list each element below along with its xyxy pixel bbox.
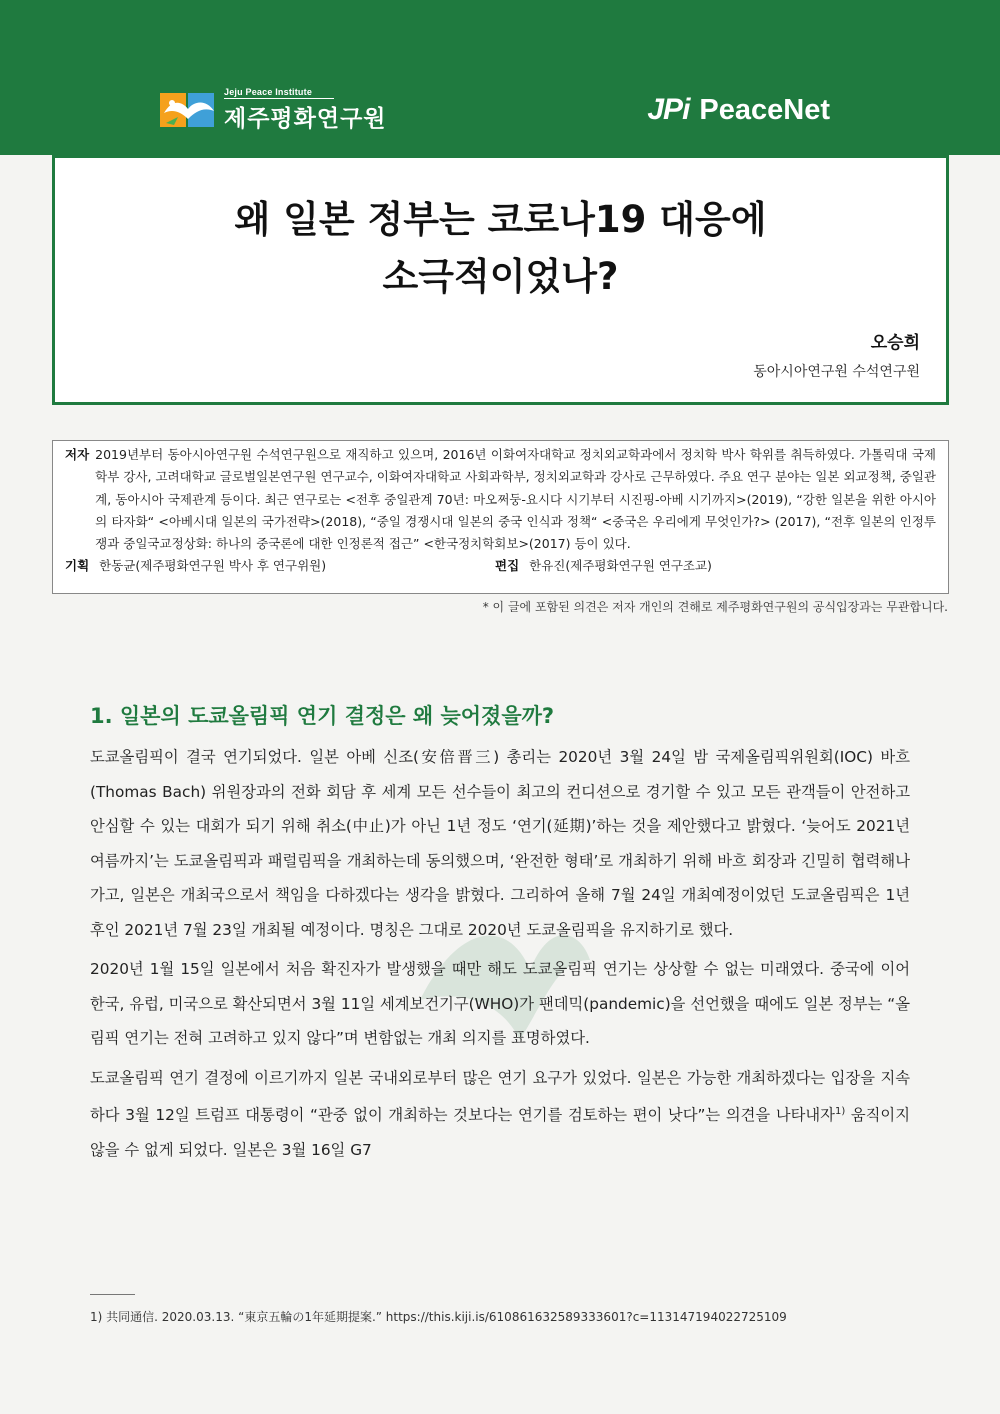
author-bio: 2019년부터 동아시아연구원 수석연구원으로 재직하고 있으며, 2016년 이화여자대학교 정치외교학과에서 정치학 박사 학위를 취득하였다. 가톨릭대 국제학부 강사, 고려대학교 글로벌일본연구원 연구교수, 이화여자대학교 사회과학부, 정치외교학과 강사로 근무하였다. 주요 연구 분야는 일본 외교정책, 중일관계, 동아시아 국제관계 등이다. 최근 연구로는 <전후 중일관계 70년: 마오쩌둥-요시다 시기부터 시진핑-아베 시기까지>(2019), “강한 일본을 위한 아시아의 타자화“ <아베시대 일본의 국가전략>(2018), “중일 경쟁시대 일본의 중국 인식과 정책“ <중국은 우리에게 무엇인가?> (2017), “전후 일본의 인정투쟁과 중일국교정상화: 하나의 중국론에 대한 인정론적 접근” <한국정치학회보>(2017) 등이 있다.	[95, 447, 936, 552]
footnote-divider	[90, 1294, 135, 1295]
institute-name-ko: 제주평화연구원	[224, 106, 387, 132]
body-paragraph-2: 2020년 1월 15일 일본에서 처음 확진자가 발생했을 때만 해도 도쿄올림픽 연기는 상상할 수 없는 미래였다. 중국에 이어 한국, 유럽, 미국으로 확산되면서 3월 11일 세계보건기구(WHO)가 팬데믹(pandemic)을 선언했을 때에도 일본 정부는 “올림픽 연기는 전혀 고려하고 있지 않다”며 변함없는 개최 의지를 표명하였다.	[90, 960, 910, 1047]
peacenet-logo-text: PeaceNet	[699, 93, 830, 126]
header-box	[52, 48, 949, 405]
jpi-logo-text: JPi	[647, 93, 690, 126]
credits-row	[65, 555, 936, 577]
footnote-reference[interactable]: 1)	[834, 1106, 846, 1117]
body-paragraph-1: 도쿄올림픽이 결국 연기되었다. 일본 아베 신조(安倍晋三) 총리는 2020년 3월 24일 밤 국제올림픽위원회(IOC) 바흐(Thomas Bach) 위원장과의 전화 회담 후 세계 모든 선수들이 최고의 컨디션으로 경기할 수 있고 모든 관객들이 안전하고 안심할 수 있는 대회가 되기 위해 취소(中止)가 아닌 1년 정도 ‘연기(延期)’하는 것을 제안했다고 밝혔다. ‘늦어도 2021년 여름까지’는 도쿄올림픽과 패럴림픽을 개최하는데 동의했으며, ‘완전한 형태’로 개최하기 위해 바흐 회장과 긴밀히 협력해나가고, 일본은 개최국으로서 책임을 다하겠다는 생각을 밝혔다. 그리하여 올해 7월 24일 개최예정이었던 도쿄올림픽은 1년 후인 2021년 7월 23일 개최될 예정이다. 명칭은 그대로 2020년 도쿄올림픽을 유지하기로 했다.	[90, 748, 910, 939]
body-paragraph-3	[90, 1061, 910, 1168]
planning-text: 한동균(제주평화연구원 박사 후 연구위원)	[99, 558, 327, 574]
document-title	[55, 191, 946, 305]
planning-credit	[65, 555, 495, 577]
paragraph-3-text-start: 도쿄올림픽 연기 결정에 이르기까지 일본 국내외로부터 많은 연기 요구가 있었다. 일본은 가능한 개최하겠다는 입장을 지속하다 3월 12일 트럼프 대통령이 “관중 없이 개최하는 것보다는 연기를 검토하는 편이 낫다”는 의견을 나타내자	[90, 1068, 910, 1125]
paragraph-3-text-end: 움직이지 않을 수 없게 되었다. 일본은 3월 16일 G7	[90, 1106, 910, 1159]
dove-logo-icon	[158, 89, 218, 131]
footnote: 1) 共同通信. 2020.03.13. “東京五輪の1年延期提案.” https://this.kiji.is/610861632589333601?c=113147194022725109	[90, 1310, 787, 1324]
planning-label: 기획	[65, 558, 90, 574]
title-line-2: 소극적이었나?	[382, 255, 619, 298]
title-line-1: 왜 일본 정부는 코로나19 대응에	[234, 198, 767, 241]
header-banner	[55, 51, 946, 158]
author-name: 오승희	[870, 333, 920, 353]
editing-text: 한유진(제주평화연구원 연구조교)	[529, 558, 712, 574]
editing-label: 편집	[495, 558, 520, 574]
author-label: 저자	[65, 447, 90, 462]
article-body	[90, 740, 910, 1172]
institute-name-en: Jeju Peace Institute	[224, 87, 334, 99]
author-affiliation: 동아시아연구원 수석연구원	[753, 364, 920, 380]
author-bio-block	[65, 444, 936, 555]
editing-credit	[495, 555, 925, 577]
author-info-box	[52, 440, 949, 594]
section-heading: 1. 일본의 도쿄올림픽 연기 결정은 왜 늦어졌을까?	[90, 704, 555, 728]
jeju-peace-institute-logo	[158, 87, 387, 133]
disclaimer-note: * 이 글에 포함된 의견은 저자 개인의 견해로 제주평화연구원의 공식입장과는 무관합니다.	[482, 600, 948, 614]
peacenet-logo	[647, 93, 830, 127]
